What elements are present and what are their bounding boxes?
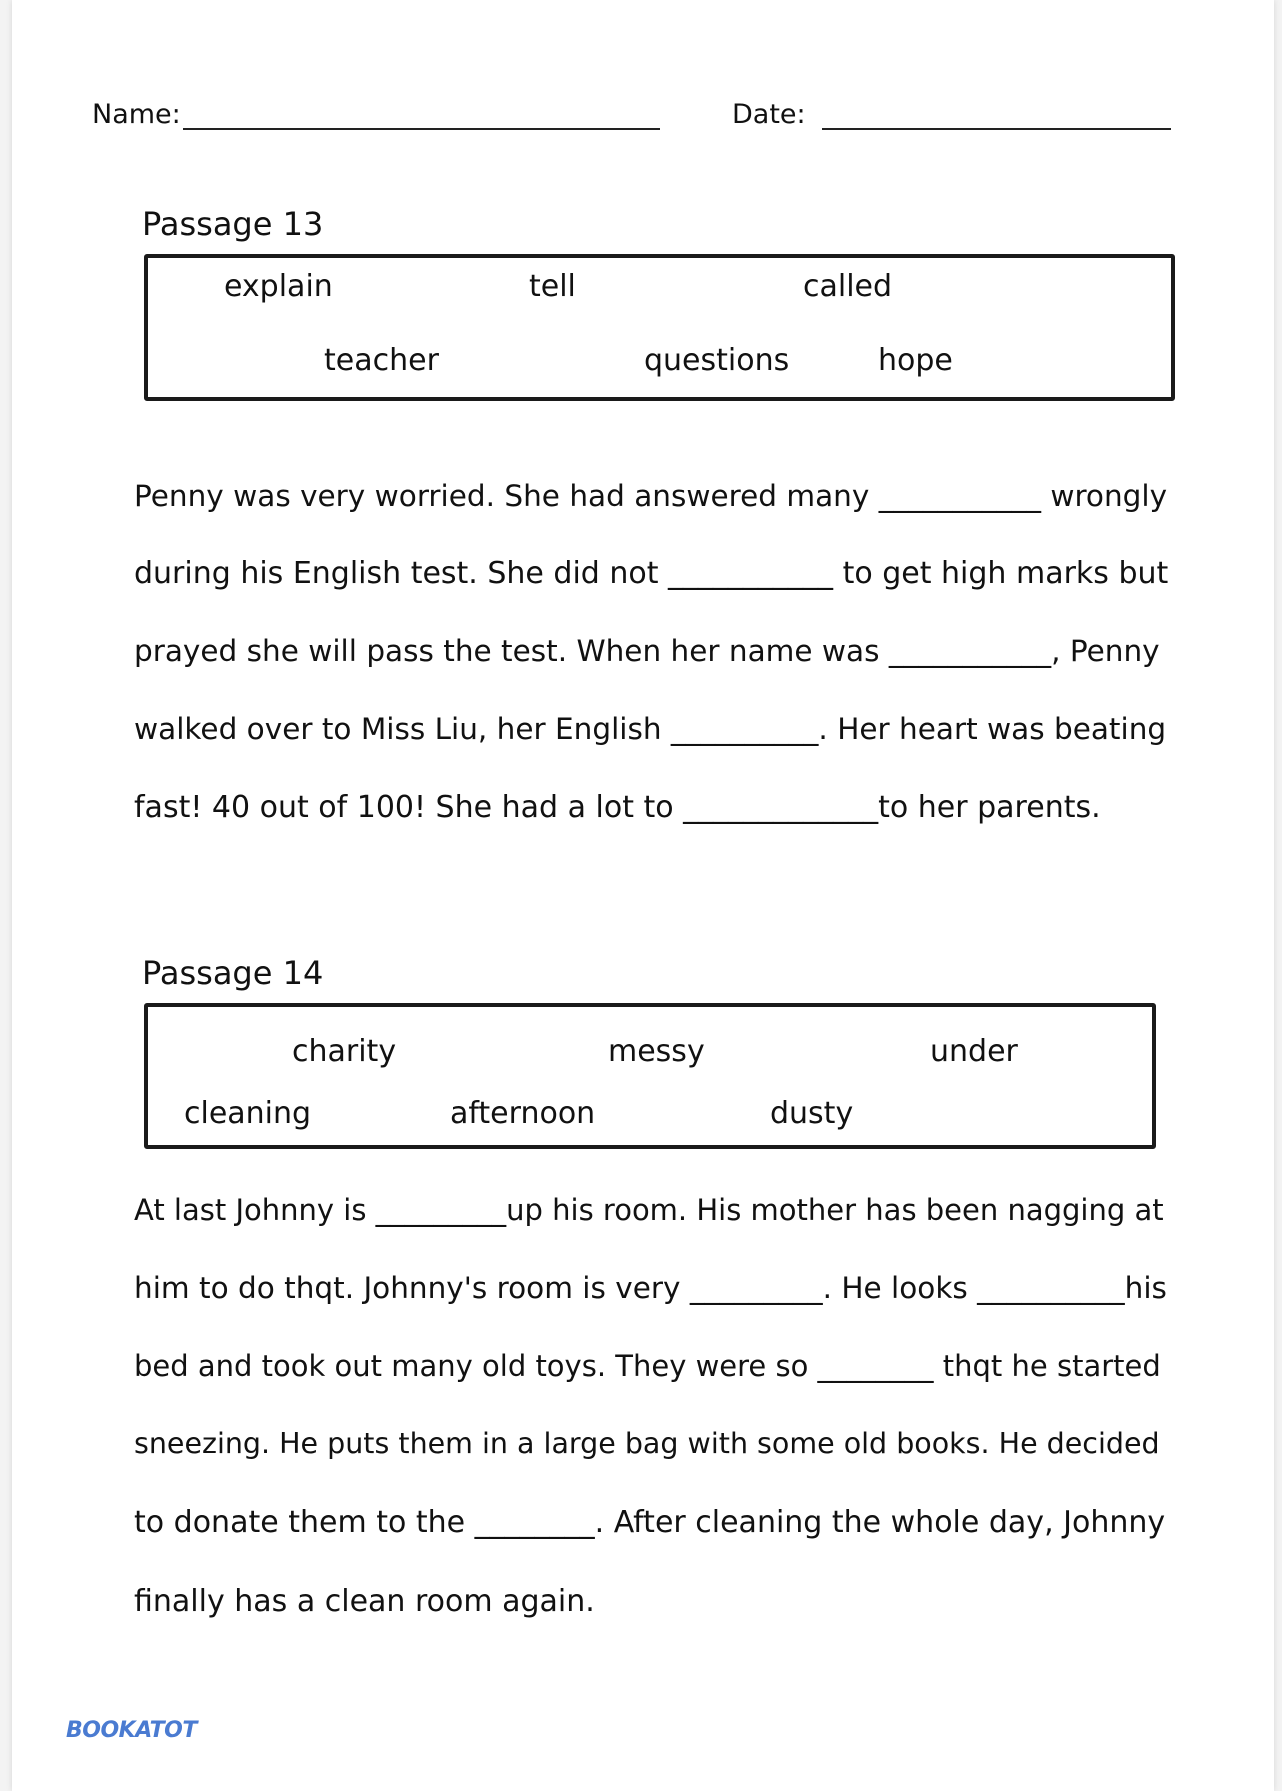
passage-14-line-2: him to do thqt. Johnny's room is very _________. He looks __________his: [134, 1271, 1167, 1305]
passage-14-line-4: sneezing. He puts them in a large bag with some old books. He decided: [134, 1427, 1160, 1460]
word-bank-item: dusty: [770, 1096, 854, 1131]
word-bank-item: called: [803, 269, 893, 304]
word-bank-item: tell: [529, 269, 576, 304]
date-underline: [822, 128, 1171, 130]
word-bank-item: afternoon: [450, 1096, 596, 1131]
bookatot-logo: [66, 1718, 197, 1743]
name-underline: [183, 128, 660, 130]
passage-13-line-1: Penny was very worried. She had answered many ___________ wrongly: [134, 479, 1168, 513]
word-bank-item: questions: [644, 343, 790, 378]
passage-14-line-6: finally has a clean room again.: [134, 1584, 595, 1619]
date-label: Date:: [732, 99, 806, 130]
passage-13-title: Passage 13: [142, 205, 324, 243]
word-bank-item: explain: [224, 269, 333, 304]
word-bank-item: messy: [608, 1034, 705, 1069]
passage-14-word-bank: [144, 1003, 1156, 1149]
word-bank-item: charity: [292, 1034, 397, 1069]
passage-13-line-3: prayed she will pass the test. When her name was ___________, Penny: [134, 634, 1160, 668]
passage-13-line-2: during his English test. She did not ___________ to get high marks but: [134, 556, 1169, 591]
passage-13-word-bank: [144, 254, 1175, 401]
word-bank-item: teacher: [324, 343, 439, 378]
word-bank-item: cleaning: [184, 1096, 312, 1131]
passage-14-line-3: bed and took out many old toys. They were so ________ thqt he started: [134, 1349, 1161, 1383]
word-bank-item: hope: [878, 343, 953, 378]
name-label: Name:: [92, 99, 181, 130]
word-bank-item: under: [930, 1034, 1018, 1069]
passage-14-title: Passage 14: [142, 954, 324, 992]
passage-13-line-4: walked over to Miss Liu, her English __________. Her heart was beating: [134, 712, 1167, 746]
passage-14-line-1: At last Johnny is _________up his room. His mother has been nagging at: [134, 1193, 1164, 1227]
logo-text: BOOKATOT: [66, 1718, 197, 1743]
passage-14-line-5: to donate them to the ________. After cleaning the whole day, Johnny: [134, 1505, 1166, 1540]
passage-13-line-5: fast! 40 out of 100! She had a lot to _____________to her parents.: [134, 790, 1101, 825]
